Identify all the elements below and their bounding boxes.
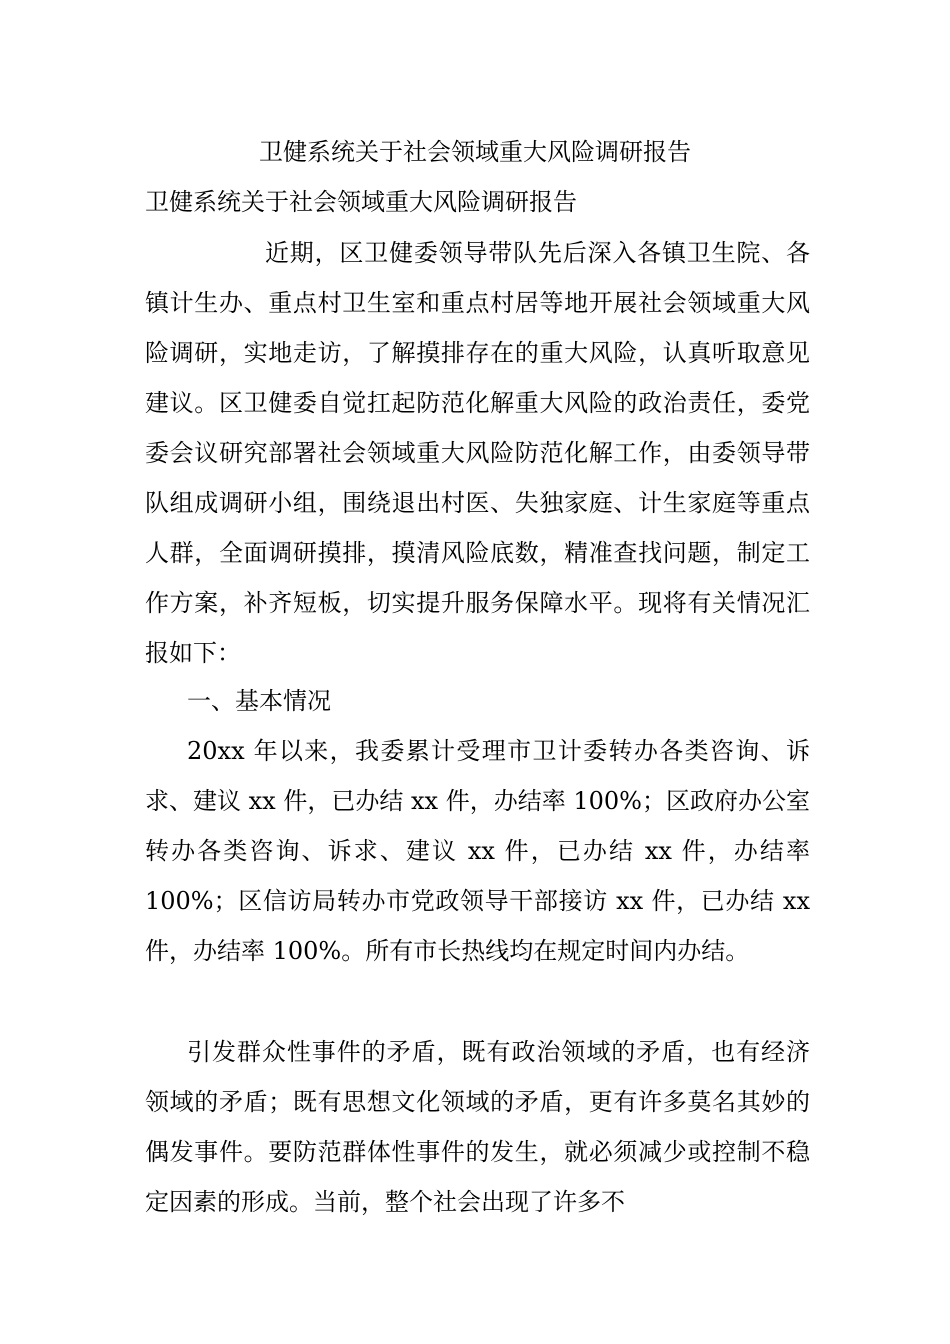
section-heading-basic-situation: 一、基本情况 [187,687,331,715]
document-subtitle: 卫健系统关于社会领域重大风险调研报告 [145,188,577,216]
document-title: 卫健系统关于社会领域重大风险调研报告 [259,138,691,166]
basic-situation-paragraph: 20xx 年以来，我委累计受理市卫计委转办各类咨询、诉求、建议 xx 件，已办结 xx 件，办结率 100%；区政府办公室转办各类咨询、诉求、建议 xx 件，已办结 xx 件，办结率 100%；区信访局转办市党政领导干部接访 xx 件，已办结 xx 件，办结率 100%。所有市长热线均在规定时间内办结。 [145,737,810,965]
contradiction-paragraph: 引发群众性事件的矛盾，既有政治领域的矛盾，也有经济领域的矛盾；既有思想文化领域的矛盾，更有许多莫名其妙的偶发事件。要防范群体性事件的发生，就必须减少或控制不稳定因素的形成。当前，整个社会出现了许多不 [145,1038,810,1216]
intro-paragraph: 近期，区卫健委领导带队先后深入各镇卫生院、各镇计生办、重点村卫生室和重点村居等地开展社会领域重大风险调研，实地走访，了解摸排存在的重大风险，认真听取意见建议。区卫健委自觉扛起防范化解重大风险的政治责任，委党委会议研究部署社会领域重大风险防范化解工作，由委领导带队组成调研小组，围绕退出村医、失独家庭、计生家庭等重点人群，全面调研摸排，摸清风险底数，精准查找问题，制定工作方案，补齐短板，切实提升服务保障水平。现将有关情况汇报如下： [145,239,810,667]
